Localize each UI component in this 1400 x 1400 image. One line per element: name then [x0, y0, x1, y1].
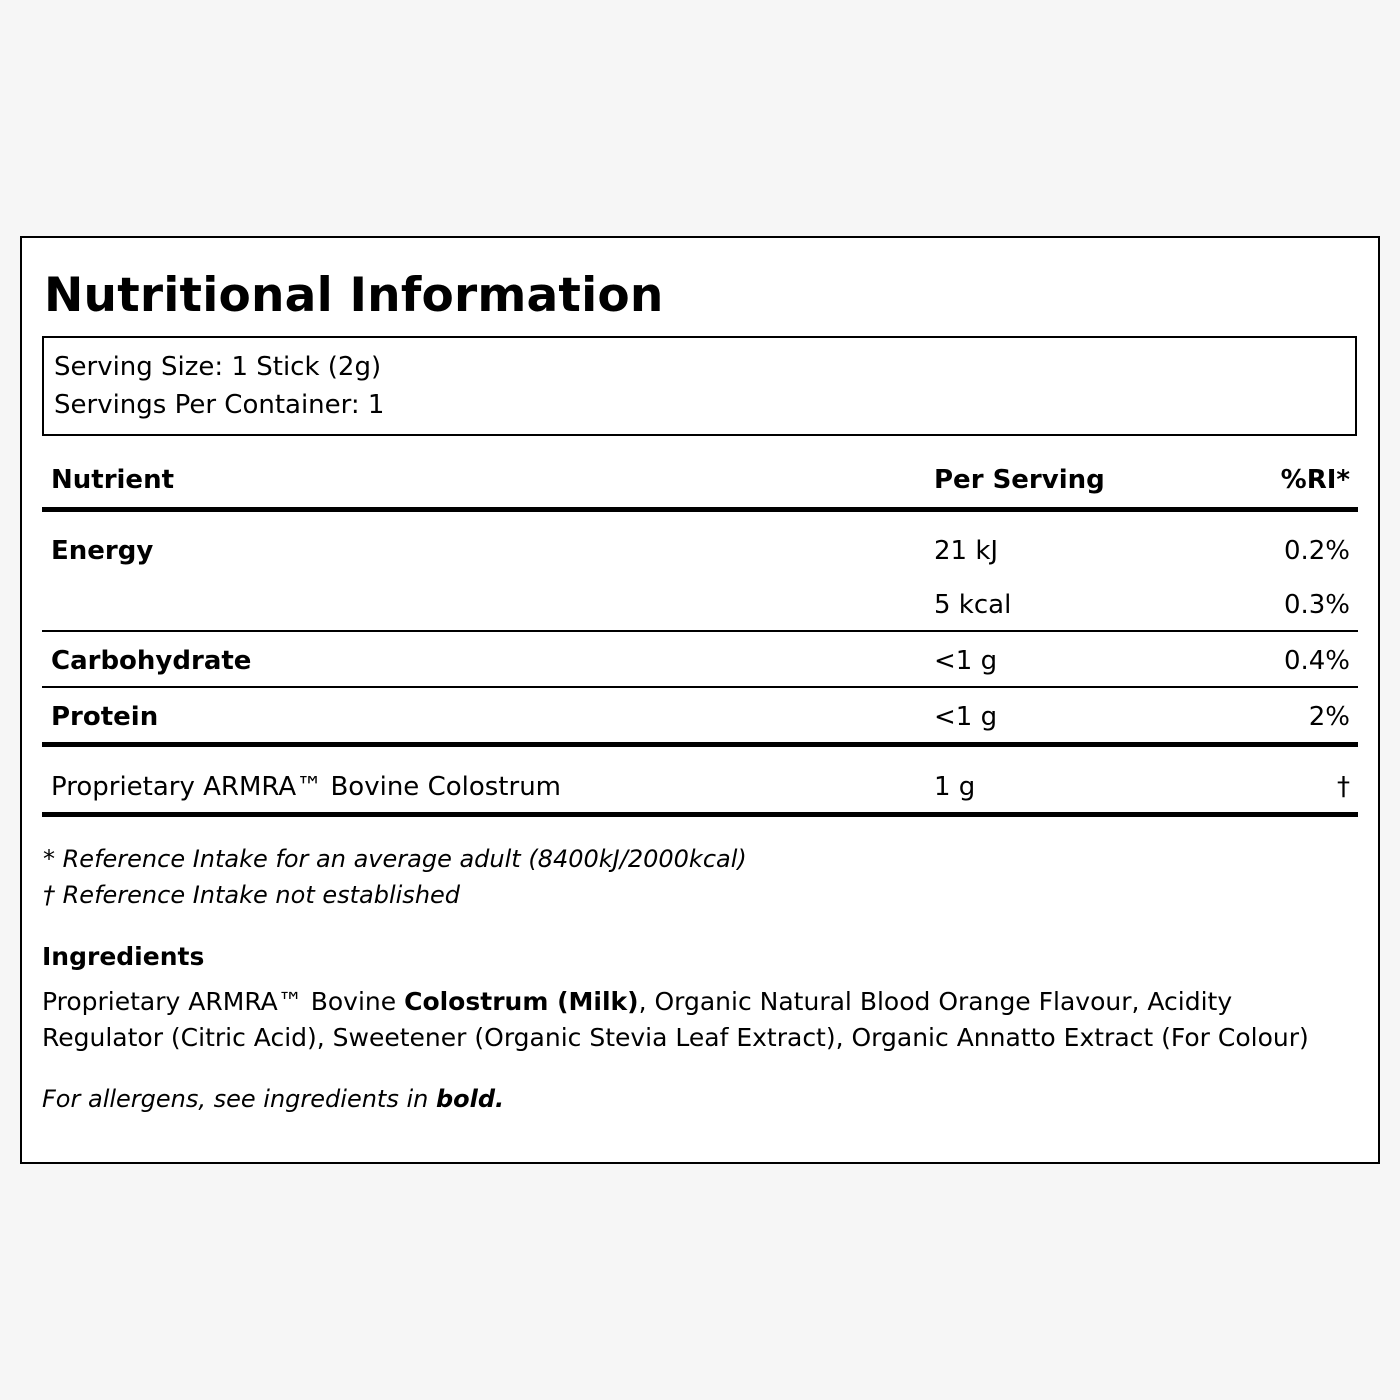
ingredients-title: Ingredients [42, 942, 205, 971]
ri-value: 0.2% [1283, 536, 1350, 566]
nutrient-name: Carbohydrate [51, 646, 252, 676]
per-serving-value: 1 g [934, 772, 976, 802]
per-serving-value: 5 kcal [934, 590, 1012, 620]
ri-value: † [1337, 772, 1350, 802]
serving-size: Serving Size: 1 Stick (2g) [54, 352, 382, 382]
serving-info-box [42, 336, 1357, 436]
row-divider [42, 686, 1358, 688]
footnote-not-established: † Reference Intake not established [43, 881, 461, 909]
per-serving-value: 21 kJ [934, 536, 999, 566]
ingredients-part: , Organic Natural Blood Orange Flavour, Acidity Regulator (Citric Acid), Sweetener (Organic Stevia Leaf Extract), Organic Annatto Extract (For Colour) [42, 987, 1309, 1052]
per-serving-value: <1 g [934, 702, 998, 732]
nutrition-panel [20, 236, 1380, 1164]
ri-value: 0.4% [1283, 646, 1350, 676]
header-nutrient: Nutrient [51, 465, 175, 495]
ri-value: 0.3% [1283, 590, 1350, 620]
page-title: Nutritional Information [44, 268, 664, 323]
allergen-note-bold: bold. [435, 1085, 505, 1113]
servings-per-container: Servings Per Container: 1 [54, 390, 385, 420]
header-ri: %RI* [1280, 465, 1350, 495]
nutrient-name: Protein [51, 702, 159, 732]
per-serving-value: <1 g [934, 646, 998, 676]
ingredients-part: Proprietary ARMRA™ Bovine [42, 987, 405, 1016]
footnote-ri: * Reference Intake for an average adult (8400kJ/2000kcal) [43, 845, 747, 873]
table-bottom-divider [42, 812, 1358, 817]
nutrient-name: Energy [51, 536, 154, 566]
header-divider [42, 507, 1358, 512]
row-divider [42, 742, 1358, 747]
nutrient-name: Proprietary ARMRA™ Bovine Colostrum [51, 772, 561, 802]
ingredients-text [42, 984, 1332, 1056]
row-divider [42, 630, 1358, 632]
allergen-note [42, 1083, 504, 1115]
allergen-note-text: For allergens, see ingredients in [42, 1085, 436, 1113]
header-per-serving: Per Serving [934, 465, 1105, 495]
allergen-ingredient: Colostrum (Milk) [404, 987, 639, 1016]
ri-value: 2% [1308, 702, 1350, 732]
